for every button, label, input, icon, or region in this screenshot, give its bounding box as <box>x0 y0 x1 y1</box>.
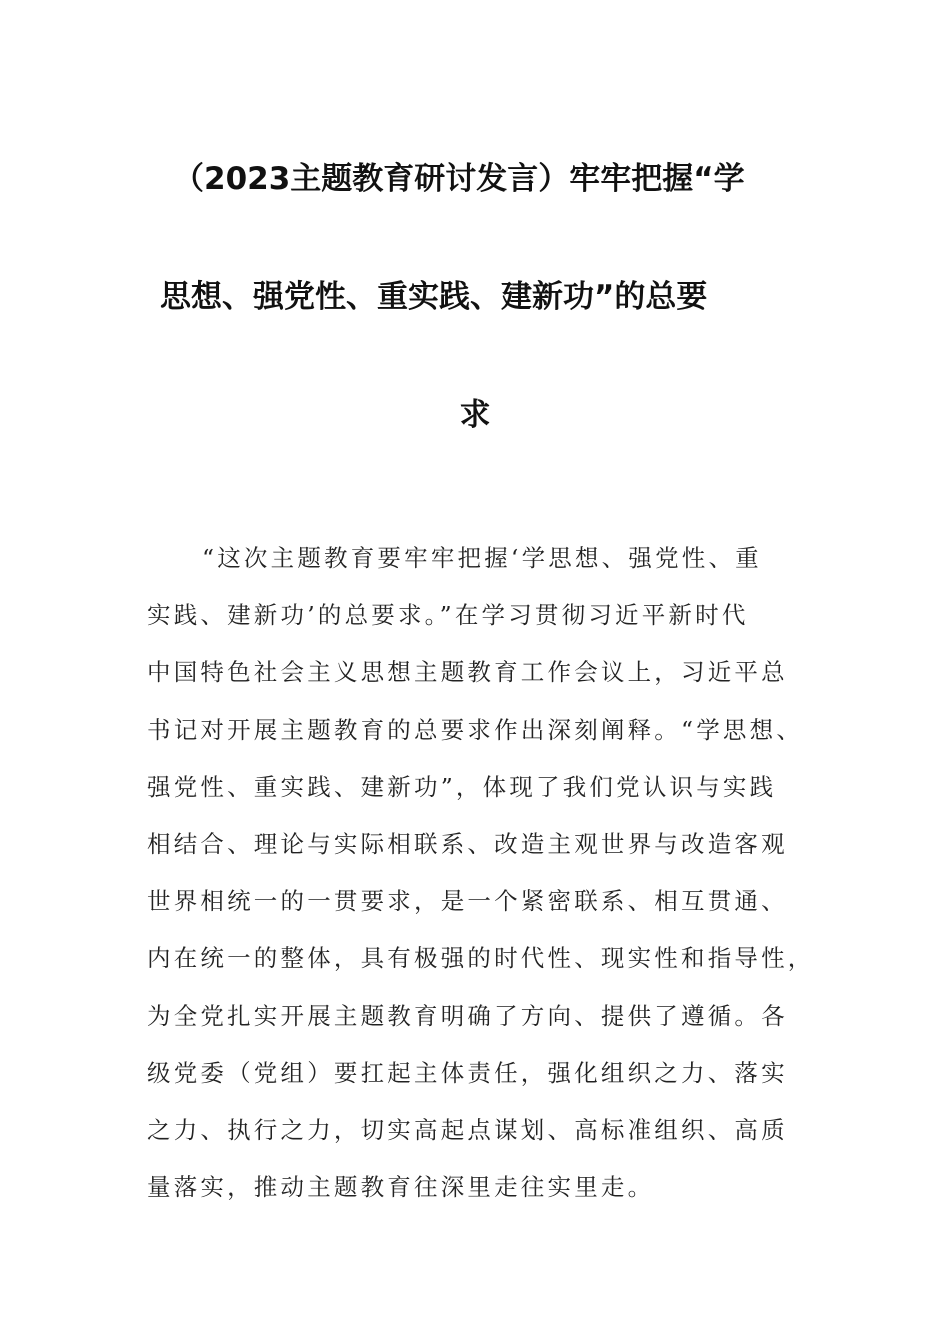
paragraph-line: 内在统一的整体，具有极强的时代性、现实性和指导性， <box>147 944 815 973</box>
paragraph-line: 实践、建新功’的总要求。”在学习贯彻习近平新时代 <box>147 601 749 630</box>
paragraph-line: 量落实，推动主题教育往深里走往实里走。 <box>147 1173 655 1202</box>
paragraph-line: “这次主题教育要牢牢把握‘学思想、强党性、重 <box>202 544 762 572</box>
paragraph-line: 中国特色社会主义思想主题教育工作会议上，习近平总 <box>147 658 788 687</box>
paragraph-line: 书记对开展主题教育的总要求作出深刻阐释。“学思想、 <box>147 715 804 744</box>
body-paragraph <box>147 530 822 1216</box>
title-line-3: 求 <box>459 397 491 433</box>
paragraph-line: 之力、执行之力，切实高起点谋划、高标准组织、高质 <box>147 1115 788 1144</box>
paragraph-line: 相结合、理论与实际相联系、改造主观世界与改造客观 <box>147 829 788 858</box>
document-title <box>145 150 805 504</box>
paragraph-line: 为全党扎实开展主题教育明确了方向、提供了遵循。各 <box>147 1001 788 1030</box>
paragraph-line: 世界相统一的一贯要求，是一个紧密联系、相互贯通、 <box>147 887 788 916</box>
title-line-2: 思想、强党性、重实践、建新功”的总要 <box>160 279 708 315</box>
paragraph-line: 级党委（党组）要扛起主体责任，强化组织之力、落实 <box>147 1058 788 1087</box>
title-line-1: （2023主题教育研讨发言）牢牢把握“学 <box>173 161 745 197</box>
paragraph-line: 强党性、重实践、建新功”，体现了我们党认识与实践 <box>147 772 777 801</box>
